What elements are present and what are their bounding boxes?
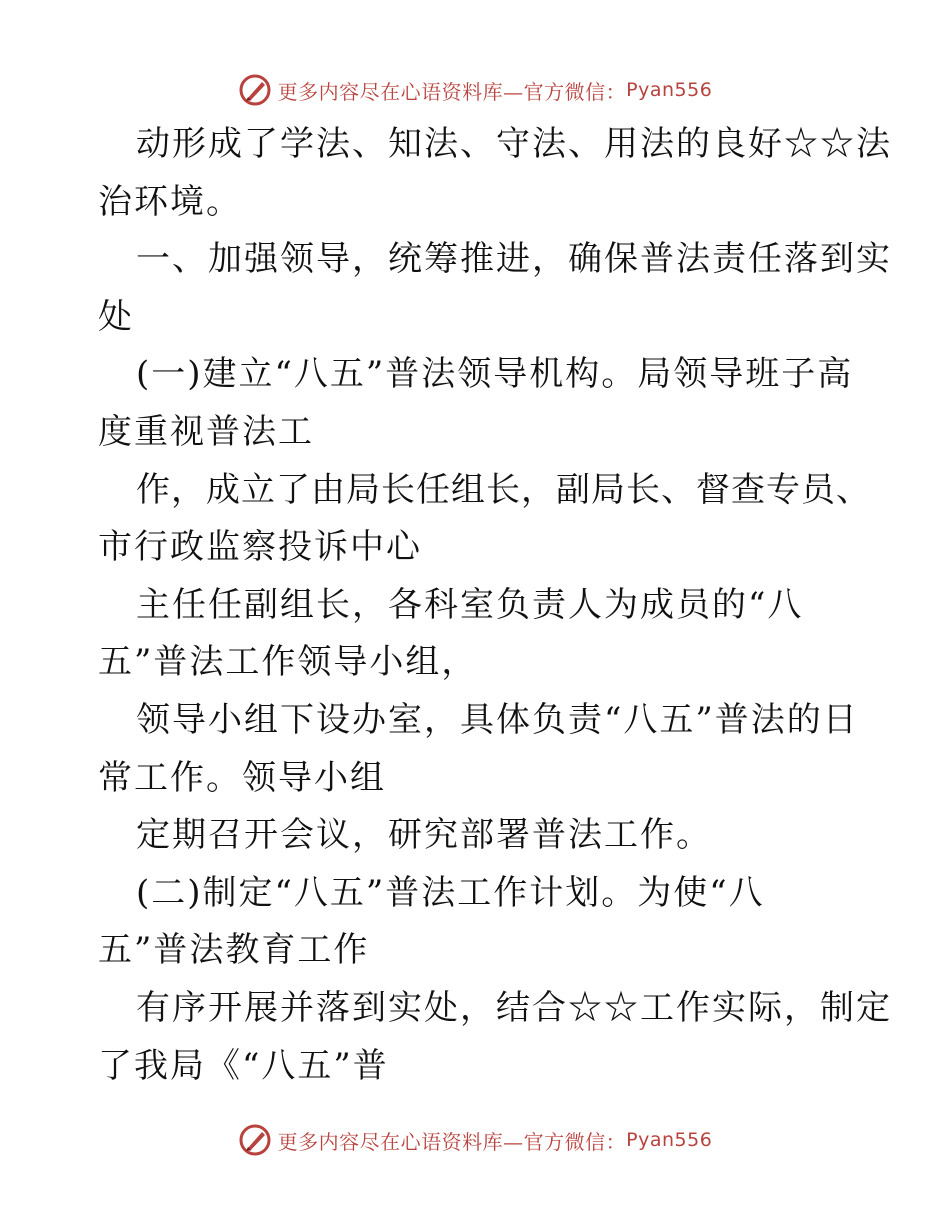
- body-line: 有序开展并落到实处，结合☆☆工作实际，制定: [136, 987, 892, 1028]
- red-pen-logo-icon: [238, 73, 272, 107]
- body-line: 主任任副组长，各科室负责人为成员的“八: [136, 584, 804, 625]
- footer-banner: [0, 1118, 950, 1162]
- section-heading: 一、加强领导，统筹推进，确保普法责任落到实: [136, 239, 892, 280]
- body-line: 五”普法教育工作: [98, 930, 370, 971]
- subsection-heading: (二)制定“八五”普法工作计划。为使“八: [136, 872, 765, 913]
- red-pen-logo-icon: [238, 1123, 272, 1157]
- body-line: 作，成立了由局长任组长，副局长、督查专员、: [136, 469, 871, 510]
- body-line: 了我局《“八五”普: [98, 1045, 389, 1086]
- document-body: [98, 116, 892, 1095]
- footer-banner-wechat-id: Pyan556: [626, 1129, 713, 1151]
- header-banner: [0, 68, 950, 112]
- body-line: 常工作。领导小组: [98, 757, 386, 798]
- body-line: 市行政监察投诉中心: [98, 527, 422, 568]
- body-line: 领导小组下设办室，具体负责“八五”普法的日: [136, 699, 859, 740]
- header-banner-wechat-id: Pyan556: [626, 79, 713, 101]
- body-line: 动形成了学法、知法、守法、用法的良好☆☆法: [136, 124, 892, 164]
- section-heading-continued: 处: [98, 296, 134, 337]
- body-line: 治环境。: [98, 181, 242, 222]
- footer-banner-text: 更多内容尽在心语资料库—官方微信：: [277, 1129, 627, 1154]
- body-line: 度重视普法工: [98, 411, 314, 452]
- subsection-heading: (一)建立“八五”普法领导机构。局领导班子高: [136, 354, 854, 395]
- body-line: 定期召开会议，研究部署普法工作。: [136, 815, 712, 856]
- body-line: 五”普法工作领导小组，: [98, 642, 478, 683]
- header-banner-text: 更多内容尽在心语资料库—官方微信：: [277, 79, 627, 104]
